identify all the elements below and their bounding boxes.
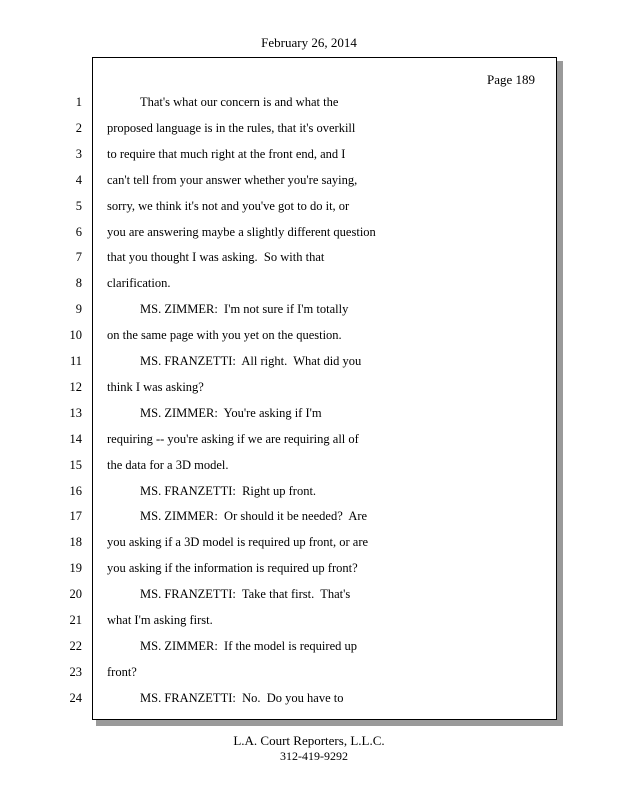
line-text: MS. FRANZETTI: All right. What did you <box>140 354 362 368</box>
line-number: 1 <box>75 95 82 109</box>
line-number: 19 <box>69 561 82 576</box>
transcript-line <box>0 584 618 604</box>
transcript-line <box>0 455 618 475</box>
line-number: 15 <box>69 457 82 472</box>
transcript-line <box>0 403 618 423</box>
line-number: 2 <box>75 120 82 135</box>
line-number: 11 <box>69 354 82 368</box>
line-text: you asking if the information is required up front? <box>107 561 358 576</box>
line-text: MS. FRANZETTI: Right up front. <box>140 483 317 498</box>
line-text: MS. ZIMMER: You're asking if I'm <box>140 405 322 420</box>
line-number: 22 <box>69 638 82 653</box>
transcript-line <box>0 506 618 526</box>
line-text: MS. FRANZETTI: No. Do you have to <box>140 690 344 705</box>
line-text: MS. ZIMMER: I'm not sure if I'm totally <box>140 302 349 317</box>
transcript-line <box>0 688 618 708</box>
line-text: front? <box>107 664 137 679</box>
line-number: 3 <box>75 146 82 161</box>
transcript-line <box>0 196 618 216</box>
transcript-line <box>0 377 618 397</box>
transcript-line <box>0 636 618 656</box>
line-text: think I was asking? <box>107 379 204 394</box>
line-number: 7 <box>75 250 82 265</box>
line-number: 20 <box>69 587 82 602</box>
line-number: 21 <box>69 613 82 627</box>
line-text: clarification. <box>107 276 171 291</box>
transcript-line <box>0 325 618 345</box>
transcript-line <box>0 92 618 112</box>
line-text: requiring -- you're asking if we are requiring all of <box>107 431 359 446</box>
line-text: the data for a 3D model. <box>107 457 229 472</box>
transcript-line <box>0 558 618 578</box>
line-text: That's what our concern is and what the <box>140 95 339 109</box>
line-number: 10 <box>69 328 82 343</box>
transcript-line <box>0 247 618 267</box>
transcript-line <box>0 481 618 501</box>
line-number: 9 <box>75 302 82 317</box>
line-number: 16 <box>69 483 82 498</box>
line-number: 13 <box>69 405 82 420</box>
line-text: MS. ZIMMER: Or should it be needed? Are <box>140 509 368 524</box>
transcript-line <box>0 429 618 449</box>
transcript-line <box>0 351 618 371</box>
line-text: proposed language is in the rules, that it's overkill <box>107 120 356 135</box>
line-text: to require that much right at the front end, and I <box>107 146 346 161</box>
line-text: what I'm asking first. <box>107 613 213 627</box>
line-number: 6 <box>75 224 82 239</box>
line-text: that you thought I was asking. So with that <box>107 250 325 265</box>
transcript-line <box>0 299 618 319</box>
line-number: 4 <box>75 172 82 187</box>
page-number: Page 189 <box>487 72 536 87</box>
line-number: 17 <box>69 509 82 524</box>
line-text: on the same page with you yet on the question. <box>107 328 342 343</box>
transcript-line <box>0 532 618 552</box>
transcript-line <box>0 222 618 242</box>
line-text: can't tell from your answer whether you're saying, <box>107 172 358 187</box>
line-number: 5 <box>75 198 82 213</box>
line-text: MS. FRANZETTI: Take that first. That's <box>140 587 351 602</box>
line-number: 18 <box>69 535 82 550</box>
line-number: 8 <box>75 276 82 291</box>
line-text: sorry, we think it's not and you've got to do it, or <box>107 198 350 213</box>
transcript-line <box>0 610 618 630</box>
transcript-line <box>0 662 618 682</box>
header-date: February 26, 2014 <box>261 35 357 50</box>
transcript-line <box>0 144 618 164</box>
transcript-line <box>0 118 618 138</box>
line-number: 24 <box>69 690 82 705</box>
transcript-line <box>0 273 618 293</box>
footer-phone: 312-419-9292 <box>280 749 348 763</box>
line-number: 14 <box>69 431 82 446</box>
footer-firm-name: L.A. Court Reporters, L.L.C. <box>233 733 385 748</box>
line-text: you are answering maybe a slightly different question <box>107 224 376 239</box>
line-number: 23 <box>69 664 82 679</box>
transcript-line <box>0 170 618 190</box>
line-text: MS. ZIMMER: If the model is required up <box>140 638 357 653</box>
line-text: you asking if a 3D model is required up front, or are <box>107 535 369 550</box>
line-number: 12 <box>69 379 82 394</box>
